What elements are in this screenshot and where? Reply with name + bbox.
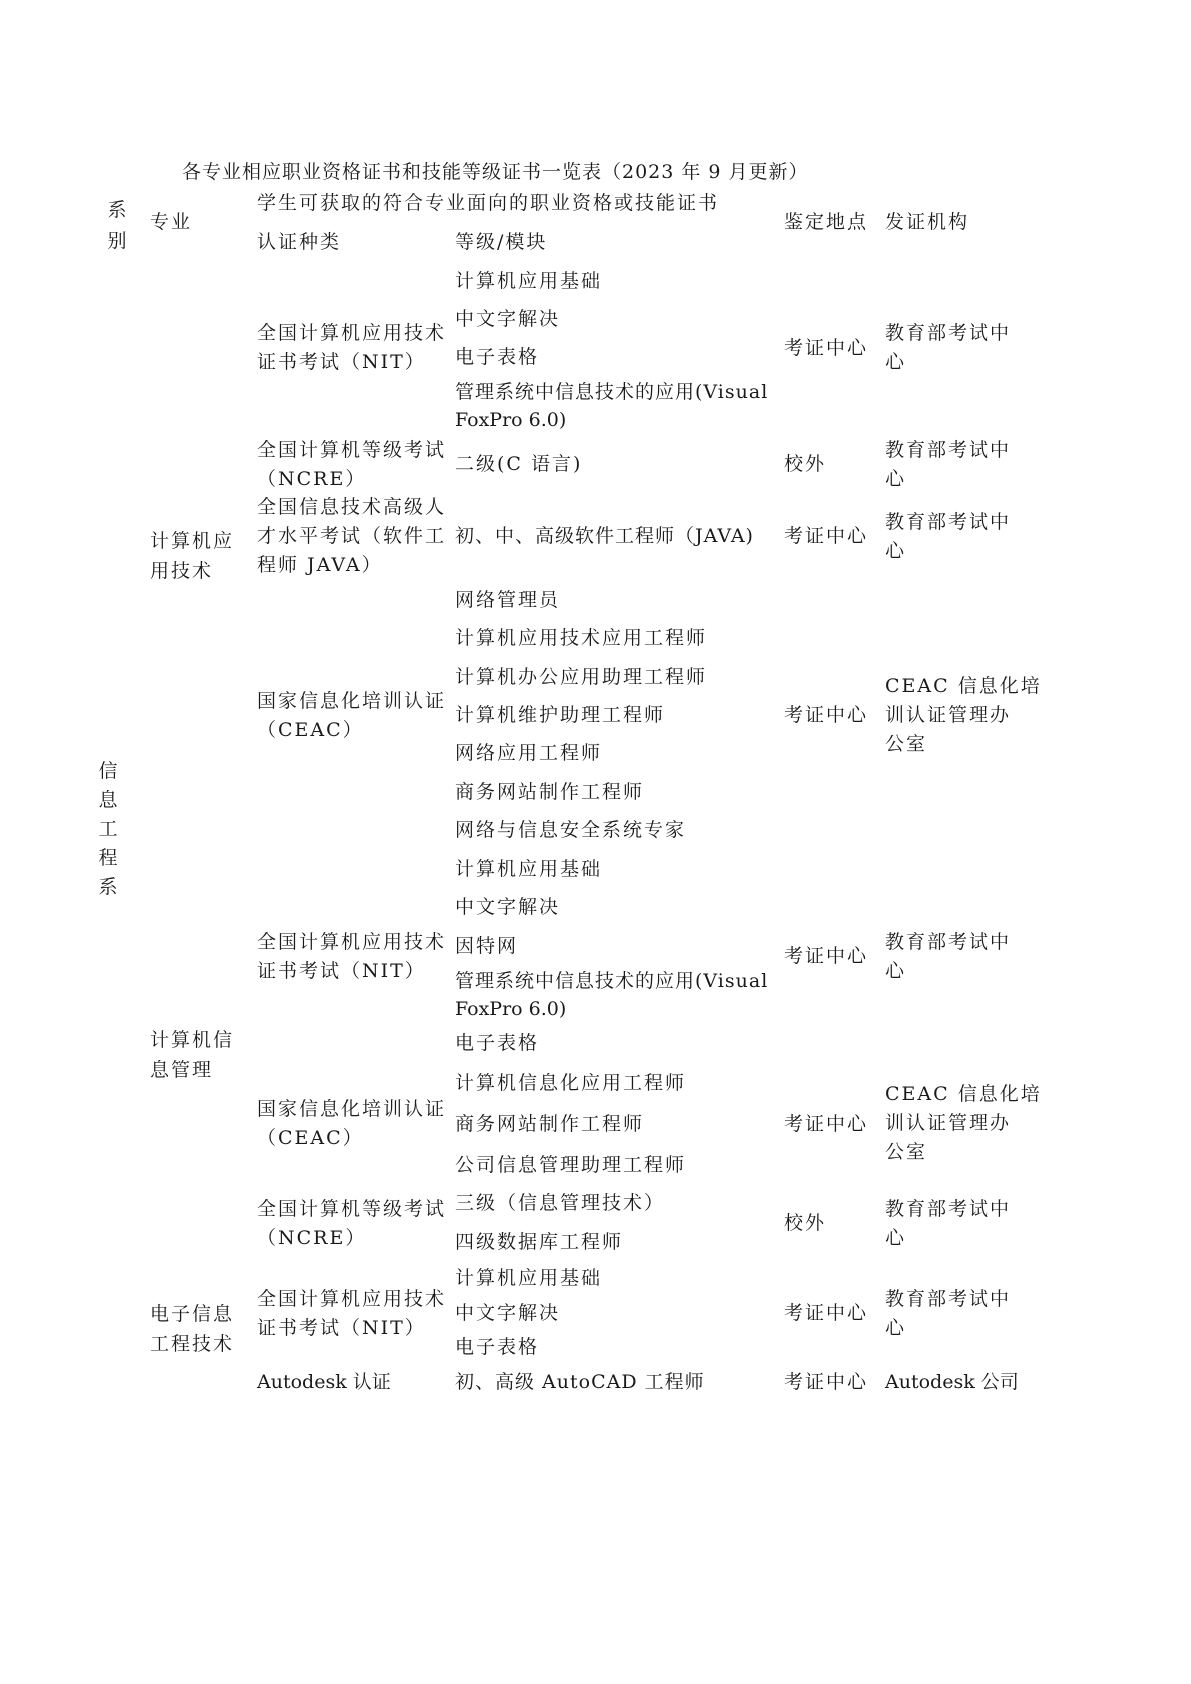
place-5: 考证中心 xyxy=(784,945,869,967)
place-8: 考证中心 xyxy=(784,1302,869,1324)
cert-nit-5b: 证书考试（NIT） xyxy=(257,960,426,982)
department-name: 信 息 工 程 系 xyxy=(98,760,118,898)
level-ncre2-0: 三级（信息管理技术） xyxy=(455,1192,666,1214)
level-ncre2-1: 四级数据库工程师 xyxy=(455,1231,624,1253)
level-chinese-8: 中文字解决 xyxy=(455,1302,561,1324)
issuer-4b: 训认证管理办 xyxy=(885,704,1012,726)
level-sheet-5: 电子表格 xyxy=(455,1032,540,1054)
issuer-3b: 心 xyxy=(885,540,907,562)
cert-ceac-4b: （CEAC） xyxy=(257,719,364,741)
cert-high-3c: 程师 JAVA） xyxy=(257,554,383,576)
level-vfp-1b: FoxPro 6.0) xyxy=(455,409,567,431)
issuer-4c: 公室 xyxy=(885,733,928,755)
level-ceac1-3: 计算机维护助理工程师 xyxy=(455,704,666,726)
place-1: 考证中心 xyxy=(784,337,869,359)
level-basic-5: 计算机应用基础 xyxy=(455,858,603,880)
issuer-8b: 心 xyxy=(885,1317,907,1339)
cert-nit-8b: 证书考试（NIT） xyxy=(257,1317,426,1339)
cert-nit-8a: 全国计算机应用技术 xyxy=(257,1288,447,1310)
cert-ncre-2b: （NCRE） xyxy=(257,468,367,490)
level-vfp-5a: 管理系统中信息技术的应用(Visual xyxy=(455,970,769,992)
level-ceac2-0: 计算机信息化应用工程师 xyxy=(455,1072,687,1094)
major-computer-application-line1: 计算机应 xyxy=(150,530,235,552)
level-internet: 因特网 xyxy=(455,935,519,957)
cert-ncre-2a: 全国计算机等级考试 xyxy=(257,439,447,461)
header-place: 鉴定地点 xyxy=(784,211,869,233)
level-chinese-5: 中文字解决 xyxy=(455,896,561,918)
issuer-5a: 教育部考试中 xyxy=(885,931,1012,953)
level-basic-1: 计算机应用基础 xyxy=(455,270,603,292)
issuer-autodesk: Autodesk 公司 xyxy=(885,1371,1019,1393)
header-dept: 系 别 xyxy=(107,199,127,252)
header-issuer: 发证机构 xyxy=(885,211,970,233)
level-ceac2-2: 公司信息管理助理工程师 xyxy=(455,1154,687,1176)
issuer-6a: CEAC 信息化培 xyxy=(885,1083,1042,1105)
level-java: 初、中、高级软件工程师（JAVA) xyxy=(455,525,754,547)
place-9: 考证中心 xyxy=(784,1371,869,1393)
level-ceac1-6: 网络与信息安全系统专家 xyxy=(455,819,687,841)
place-3: 考证中心 xyxy=(784,525,869,547)
level-ceac1-4: 网络应用工程师 xyxy=(455,742,603,764)
level-ceac1-0: 网络管理员 xyxy=(455,589,561,611)
cert-ncre-7a: 全国计算机等级考试 xyxy=(257,1198,447,1220)
cert-ceac-6b: （CEAC） xyxy=(257,1127,364,1149)
issuer-3a: 教育部考试中 xyxy=(885,511,1012,533)
place-2: 校外 xyxy=(784,453,827,475)
major-electronic-line1: 电子信息 xyxy=(150,1303,235,1325)
level-vfp-5b: FoxPro 6.0) xyxy=(455,998,567,1020)
header-group: 学生可获取的符合专业面向的职业资格或技能证书 xyxy=(257,192,720,214)
major-info-management-line1: 计算机信 xyxy=(150,1029,235,1051)
major-info-management-line2: 息管理 xyxy=(150,1059,214,1081)
issuer-6b: 训认证管理办 xyxy=(885,1112,1012,1134)
cert-ceac-6a: 国家信息化培训认证 xyxy=(257,1098,447,1120)
cert-nit-5a: 全国计算机应用技术 xyxy=(257,931,447,953)
level-chinese-1: 中文字解决 xyxy=(455,308,561,330)
level-vfp-1a: 管理系统中信息技术的应用(Visual xyxy=(455,381,769,403)
level-basic-8: 计算机应用基础 xyxy=(455,1267,603,1289)
cert-high-3a: 全国信息技术高级人 xyxy=(257,496,447,518)
issuer-1a: 教育部考试中 xyxy=(885,322,1012,344)
cert-ceac-4a: 国家信息化培训认证 xyxy=(257,690,447,712)
issuer-1b: 心 xyxy=(885,351,907,373)
level-ceac1-5: 商务网站制作工程师 xyxy=(455,781,645,803)
place-6: 考证中心 xyxy=(784,1113,869,1135)
level-ceac1-1: 计算机应用技术应用工程师 xyxy=(455,627,708,649)
level-ceac2-1: 商务网站制作工程师 xyxy=(455,1113,645,1135)
level-ceac1-2: 计算机办公应用助理工程师 xyxy=(455,666,708,688)
issuer-4a: CEAC 信息化培 xyxy=(885,675,1042,697)
issuer-2a: 教育部考试中 xyxy=(885,439,1012,461)
cert-high-3b: 才水平考试（软件工 xyxy=(257,525,447,547)
major-electronic-line2: 工程技术 xyxy=(150,1333,235,1355)
header-cert-type: 认证种类 xyxy=(257,231,342,253)
header-level: 等级/模块 xyxy=(455,231,548,253)
level-sheet-1: 电子表格 xyxy=(455,346,540,368)
place-7: 校外 xyxy=(784,1212,827,1234)
level-c2: 二级(C 语言) xyxy=(455,453,583,475)
cert-autodesk: Autodesk 认证 xyxy=(257,1371,391,1393)
issuer-7a: 教育部考试中 xyxy=(885,1198,1012,1220)
page-title: 各专业相应职业资格证书和技能等级证书一览表（2023 年 9 月更新） xyxy=(182,161,809,183)
header-major: 专业 xyxy=(150,211,193,233)
issuer-7b: 心 xyxy=(885,1227,907,1249)
level-sheet-8: 电子表格 xyxy=(455,1336,540,1358)
issuer-2b: 心 xyxy=(885,468,907,490)
issuer-5b: 心 xyxy=(885,960,907,982)
cert-ncre-7b: （NCRE） xyxy=(257,1227,367,1249)
place-4: 考证中心 xyxy=(784,704,869,726)
cert-nit-1a: 全国计算机应用技术 xyxy=(257,322,447,344)
cert-nit-1b: 证书考试（NIT） xyxy=(257,351,426,373)
issuer-6c: 公室 xyxy=(885,1141,928,1163)
major-computer-application-line2: 用技术 xyxy=(150,560,214,582)
issuer-8a: 教育部考试中 xyxy=(885,1288,1012,1310)
level-autocad: 初、高级 AutoCAD 工程师 xyxy=(455,1371,705,1393)
